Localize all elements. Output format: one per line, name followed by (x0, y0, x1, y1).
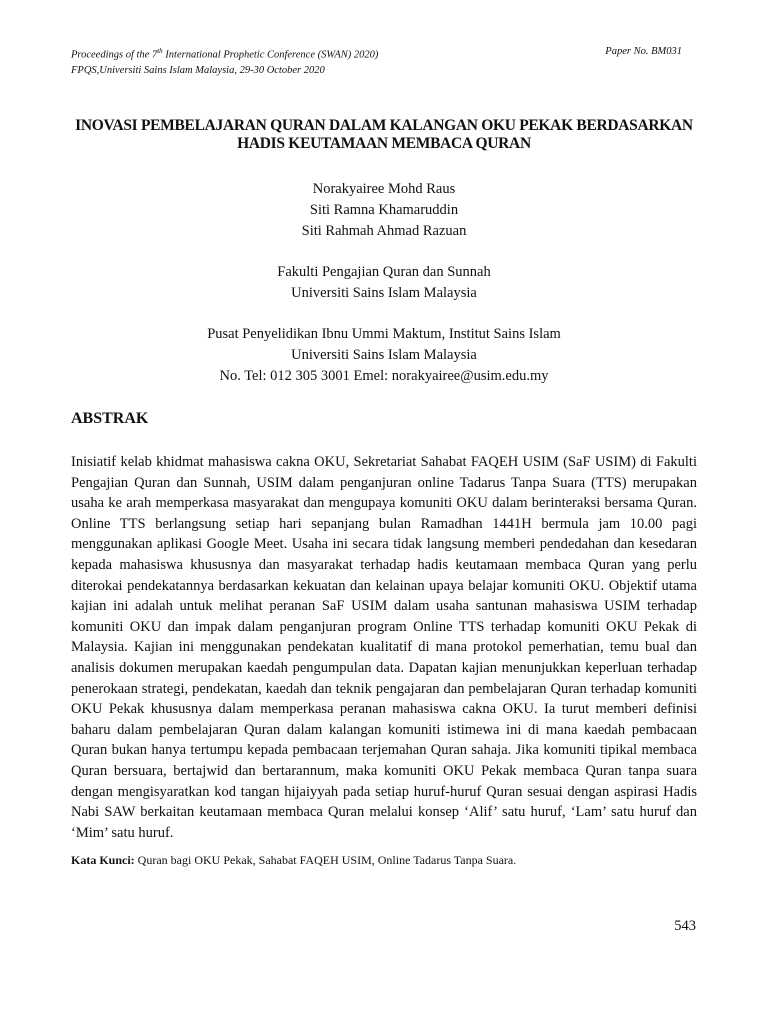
author-name: Siti Rahmah Ahmad Razuan (301, 223, 467, 239)
keywords-text: Quran bagi OKU Pekak, Sahabat FAQEH USIM, Online Tadarus Tanpa Suara. (134, 853, 517, 867)
page-number: 543 (674, 918, 696, 934)
keywords (71, 853, 516, 868)
affiliation-institute: Pusat Penyelidikan Ibnu Ummi Maktum, Institut Sains Islam Universiti Sains Islam Malaysia No. Tel: 012 305 3001 Emel: norakyairee@usim.edu.my (0, 324, 768, 387)
abstract-body: Inisiatif kelab khidmat mahasiswa cakna OKU, Sekretariat Sahabat FAQEH USIM (SaF USIM) di Fakulti Pengajian Quran dan Sunnah, USIM dalam penganjuran online Tadarus Tanpa Suara (TTS) merupakan usaha ke arah memperkasa masyarakat dan mengupaya komuniti OKU dalam berinteraksi bersama Quran. Online TTS berlangsung setiap hari sepanjang bulan Ramadhan 1441H bermula jam 10.00 pagi menggunakan aplikasi Google Meet. Usaha ini secara tidak langsung memberi pendedahan dan kesedaran kepada mahasiswa khususnya dan masyarakat terhadap hadis keutamaan membaca Quran yang perlu diterokai pendekatannya berdasarkan kekuatan dan kelainan upaya belajar komuniti OKU. Objektif utama kajian ini adalah untuk melihat peranan SaF USIM dalam usaha santunan mahasiswa USIM terhadap komuniti OKU dan impak dalam penganjuran program Online TTS terhadap komuniti OKU Pekak di Malaysia. Kajian ini menggunakan pendekatan kualitatif di mana protokol pemerhatian, temu bual dan analisis dokumen merupakan kaedah pengumpulan data. Dapatan kajian menunjukkan keperluan terhadap penerokaan strategi, pendekatan, kaedah dan teknik pengajaran dan pembelajaran Quran terhadap komuniti OKU Pekak khususnya dalam memperkasa peranan mahasiswa cakna OKU. Ia turut memberi definisi baharu dalam pembelajaran Quran dalam kalangan komuniti istimewa ini di mana kaedah pembacaan Quran bukan hanya tertumpu kepada pembacaan terjemahan Quran sahaja. Jika komuniti tipikal membaca Quran bersuara, bertajwid dan bertarannum, maka komuniti OKU Pekak membaca Quran tanpa suara dengan mengisyaratkan kod tangan hijaiyyah pada setiap huruf-huruf Quran sesuai dengan aspirasi Hadis Nabi SAW berkaitan keutamaan membaca Quran melalui konsep ‘Alif’ satu huruf, ‘Lam’ satu huruf dan ‘Mim’ satu huruf. (71, 454, 697, 841)
paper-title: INOVASI PEMBELAJARAN QURAN DALAM KALANGAN OKU PEKAK BERDASARKAN HADIS KEUTAMAAN MEMBACA QURAN (75, 117, 693, 152)
conference-line: Proceedings of the 7th International Prophetic Conference (SWAN) 2020) (71, 47, 379, 61)
paper-number: Paper No. BM031 (605, 46, 682, 57)
author-list (0, 179, 768, 242)
conference-venue-line: FPQS,Universiti Sains Islam Malaysia, 29-30 October 2020 (71, 64, 325, 76)
contact-info: No. Tel: 012 305 3001 Emel: norakyairee@usim.edu.my (219, 368, 549, 384)
author-name: Siti Ramna Khamaruddin (309, 202, 459, 218)
abstract-heading: ABSTRAK (71, 410, 149, 427)
affiliation-faculty: Fakulti Pengajian Quran dan Sunnah Universiti Sains Islam Malaysia (277, 264, 491, 301)
running-header (71, 44, 682, 78)
author-block (0, 179, 768, 407)
author-name: Norakyairee Mohd Raus (312, 181, 456, 197)
keywords-label: Kata Kunci: (71, 853, 135, 867)
